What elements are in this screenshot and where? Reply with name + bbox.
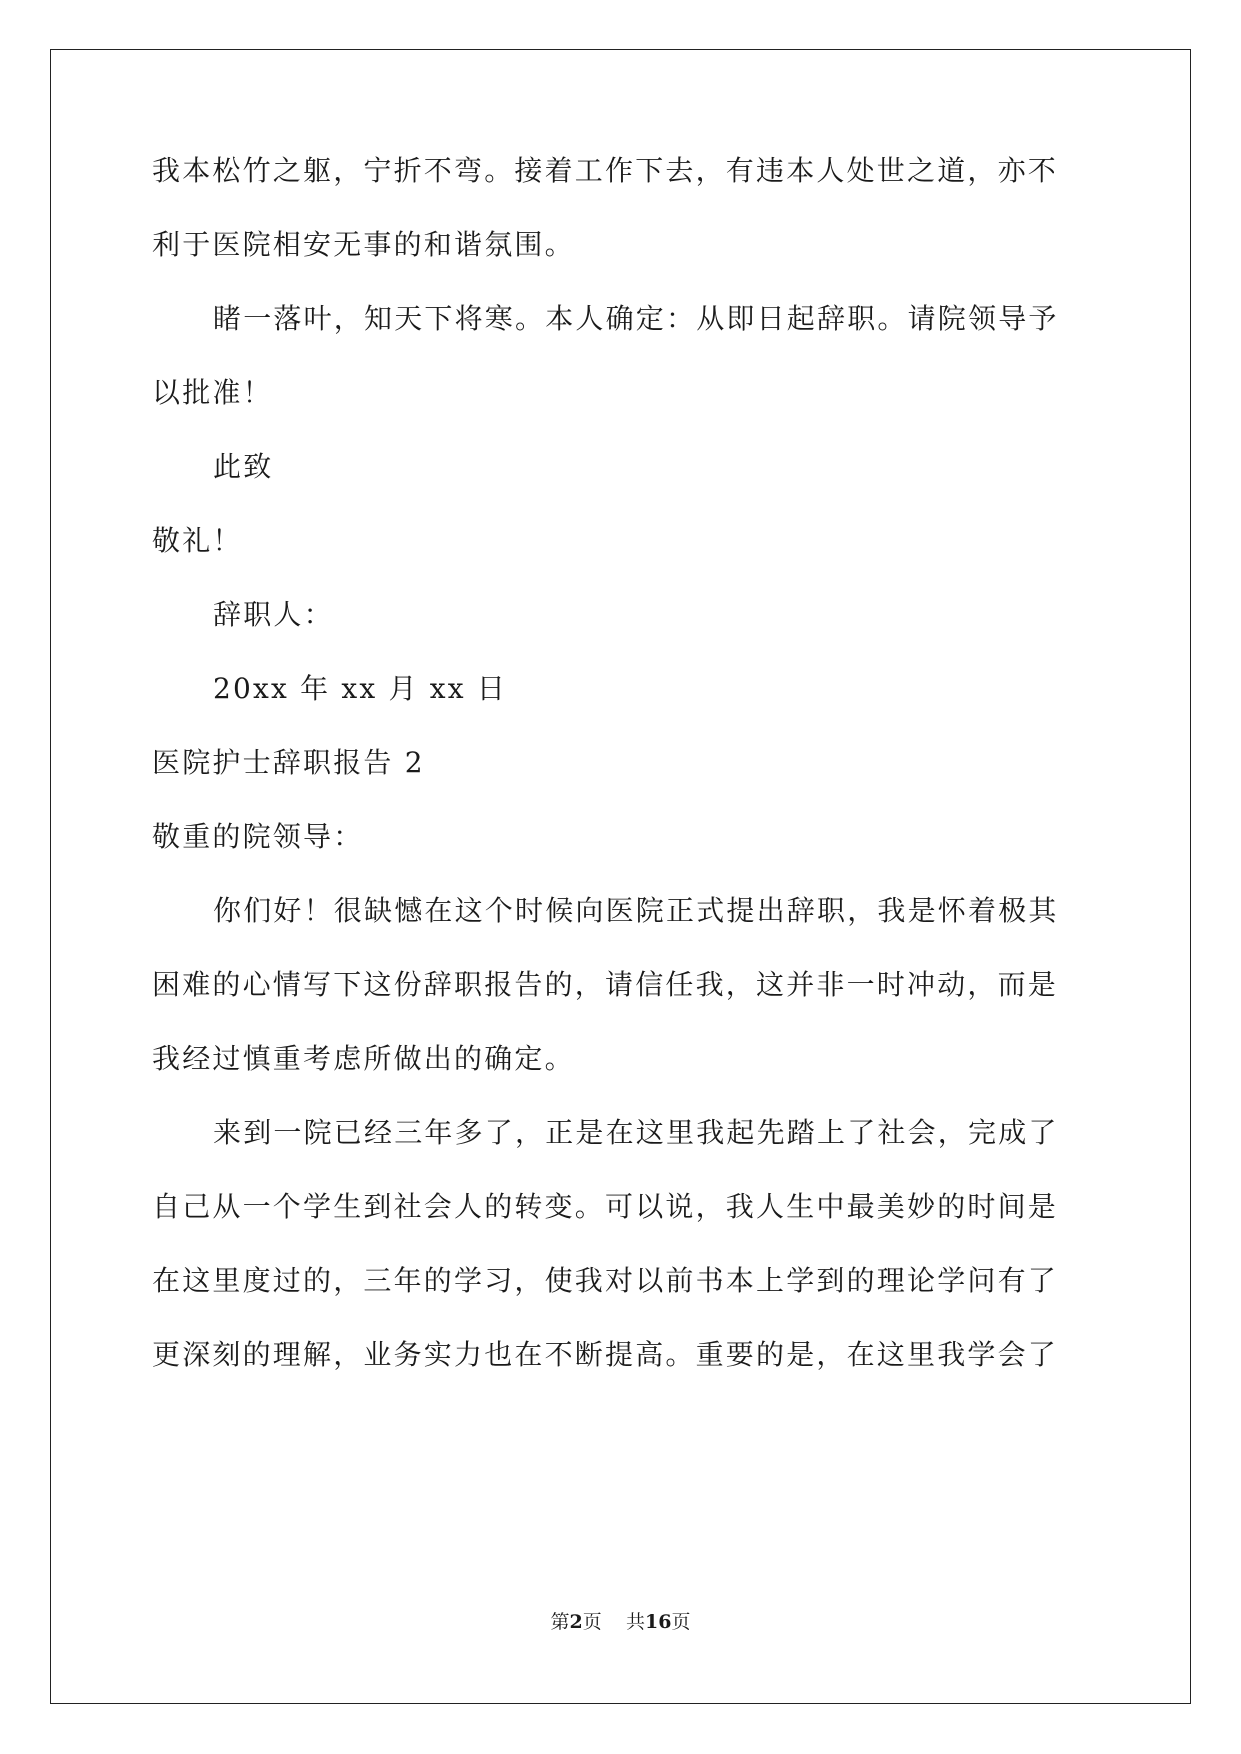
total-pages-number: 16	[644, 1611, 672, 1633]
paragraph-line: 自己从一个学生到社会人的转变。可以说，我人生中最美妙的时间是	[152, 1190, 1059, 1223]
section-title: 医院护士辞职报告 2	[152, 746, 425, 779]
paragraph-line: 在这里度过的，三年的学习，使我对以前书本上学到的理论学问有了	[152, 1264, 1059, 1297]
page-border	[50, 49, 1191, 1704]
total-label-suffix: 页	[671, 1611, 691, 1633]
paragraph-line: 你们好！很缺憾在这个时候向医院正式提出辞职，我是怀着极其	[213, 894, 1059, 927]
page-label-suffix: 页	[582, 1611, 602, 1633]
date-line: 20xx 年 xx 月 xx 日	[213, 672, 508, 705]
page-label-prefix: 第	[550, 1611, 570, 1633]
paragraph-line: 睹一落叶，知天下将寒。本人确定：从即日起辞职。请院领导予	[213, 302, 1059, 335]
page-footer	[0, 1610, 1241, 1634]
paragraph-line: 来到一院已经三年多了，正是在这里我起先踏上了社会，完成了	[213, 1116, 1059, 1149]
paragraph-line: 更深刻的理解，业务实力也在不断提高。重要的是，在这里我学会了	[152, 1338, 1059, 1371]
paragraph-line: 我经过慎重考虑所做出的确定。	[152, 1042, 575, 1075]
paragraph-line: 利于医院相安无事的和谐氛围。	[152, 228, 575, 261]
closing-regards: 敬礼！	[152, 524, 243, 557]
signature-label: 辞职人：	[213, 598, 334, 631]
paragraph-line: 我本松竹之躯，宁折不弯。接着工作下去，有违本人处世之道，亦不	[152, 154, 1059, 187]
total-label-prefix: 共	[625, 1611, 645, 1633]
greeting: 敬重的院领导：	[152, 820, 364, 853]
closing-salutation: 此致	[213, 450, 274, 483]
current-page-number: 2	[569, 1611, 583, 1633]
paragraph-line: 困难的心情写下这份辞职报告的，请信任我，这并非一时冲动，而是	[152, 968, 1059, 1001]
paragraph-line: 以批准！	[152, 376, 273, 409]
